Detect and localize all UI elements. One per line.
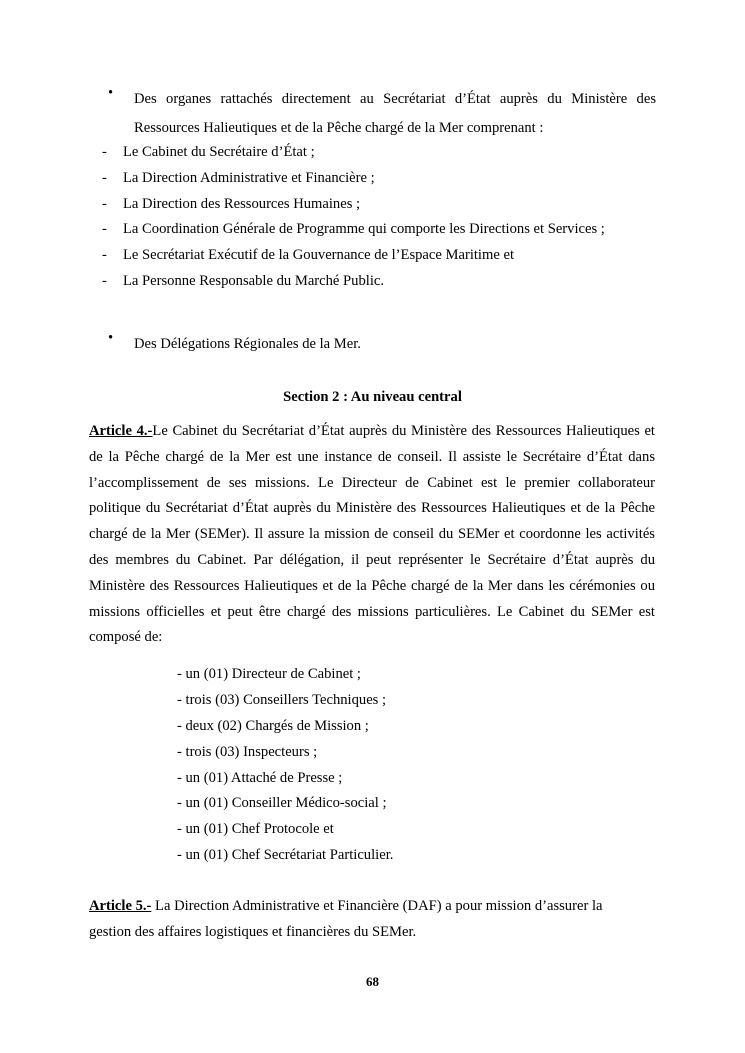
article-5-text: La Direction Administrative et Financière (DAF) a pour mission d’assurer la gestion des affaires logistiques et financières du SEMer. (89, 898, 603, 940)
article-5 (89, 894, 634, 946)
bullet-marker: • (108, 330, 114, 346)
organ-text: La Coordination Générale de Programme qui comporte les Directions et Services ; (123, 221, 605, 238)
list-item: - un (01) Directeur de Cabinet ; (177, 666, 361, 682)
list-item: - un (01) Conseiller Médico-social ; (177, 795, 387, 812)
list-item: - trois (03) Conseillers Techniques ; (177, 691, 387, 708)
article-4-text: Le Cabinet du Secrétariat d’État auprès du Ministère des Ressources Halieutiques et de la Pêche chargé de la Mer est une instance de conseil. Il assiste le Secrétaire d’État dans l’accomplissement de ses missions. Le Directeur de Cabinet est le premier collaborateur politique du Secrétariat d’État auprès du Ministère des Ressources Halieutiques et de la Pêche chargé de la Mer (SEMer). Il assure la mission de conseil du SEMer et coordonne les activités des membres du Cabinet. Par délégation, il peut représenter le Secrétaire d’État auprès du Ministère des Ressources Halieutiques et de la Pêche chargé de la Mer dans les cérémonies ou missions officielles et peut être chargé des missions particulières. Le Cabinet du SEMer est composé de: (89, 423, 655, 646)
dash-marker: - (102, 221, 107, 238)
regional-bullet-text: Des Délégations Régionales de la Mer. (134, 336, 361, 352)
list-item: - deux (02) Chargés de Mission ; (177, 717, 369, 734)
cabinet-member-list (177, 662, 393, 869)
list-item: - trois (03) Inspecteurs ; (177, 743, 318, 760)
page-number: 68 (366, 974, 379, 989)
article-5-label: Article 5.- (89, 898, 152, 914)
intro-bullet-item (110, 85, 656, 143)
dash-marker: - (102, 247, 107, 264)
list-item: - un (01) Attaché de Presse ; (177, 769, 343, 786)
organ-text: La Personne Responsable du Marché Public. (123, 272, 385, 289)
dash-marker: - (102, 169, 107, 186)
intro-bullet-text: Des organes rattachés directement au Secrétariat d’État auprès du Ministère des Ressources Halieutiques et de la Pêche chargé de la Mer comprenant : (134, 91, 656, 136)
dash-marker: - (102, 272, 107, 289)
organ-text: La Direction Administrative et Financière ; (123, 169, 375, 186)
regional-bullet-item (110, 330, 656, 359)
bullet-marker: • (108, 85, 114, 101)
article-4-label: Article 4.- (89, 423, 153, 439)
list-item: - un (01) Chef Protocole et (177, 821, 334, 838)
dash-marker: - (102, 144, 107, 160)
organ-text: Le Cabinet du Secrétaire d’État ; (123, 144, 315, 160)
section-heading: Section 2 : Au niveau central (283, 389, 462, 405)
organ-text: La Direction des Ressources Humaines ; (123, 195, 361, 212)
article-4 (89, 419, 655, 651)
organ-text: Le Secrétariat Exécutif de la Gouvernance de l’Espace Maritime et (123, 247, 514, 264)
dash-marker: - (102, 195, 107, 212)
list-item: - un (01) Chef Secrétariat Particulier. (177, 847, 394, 864)
